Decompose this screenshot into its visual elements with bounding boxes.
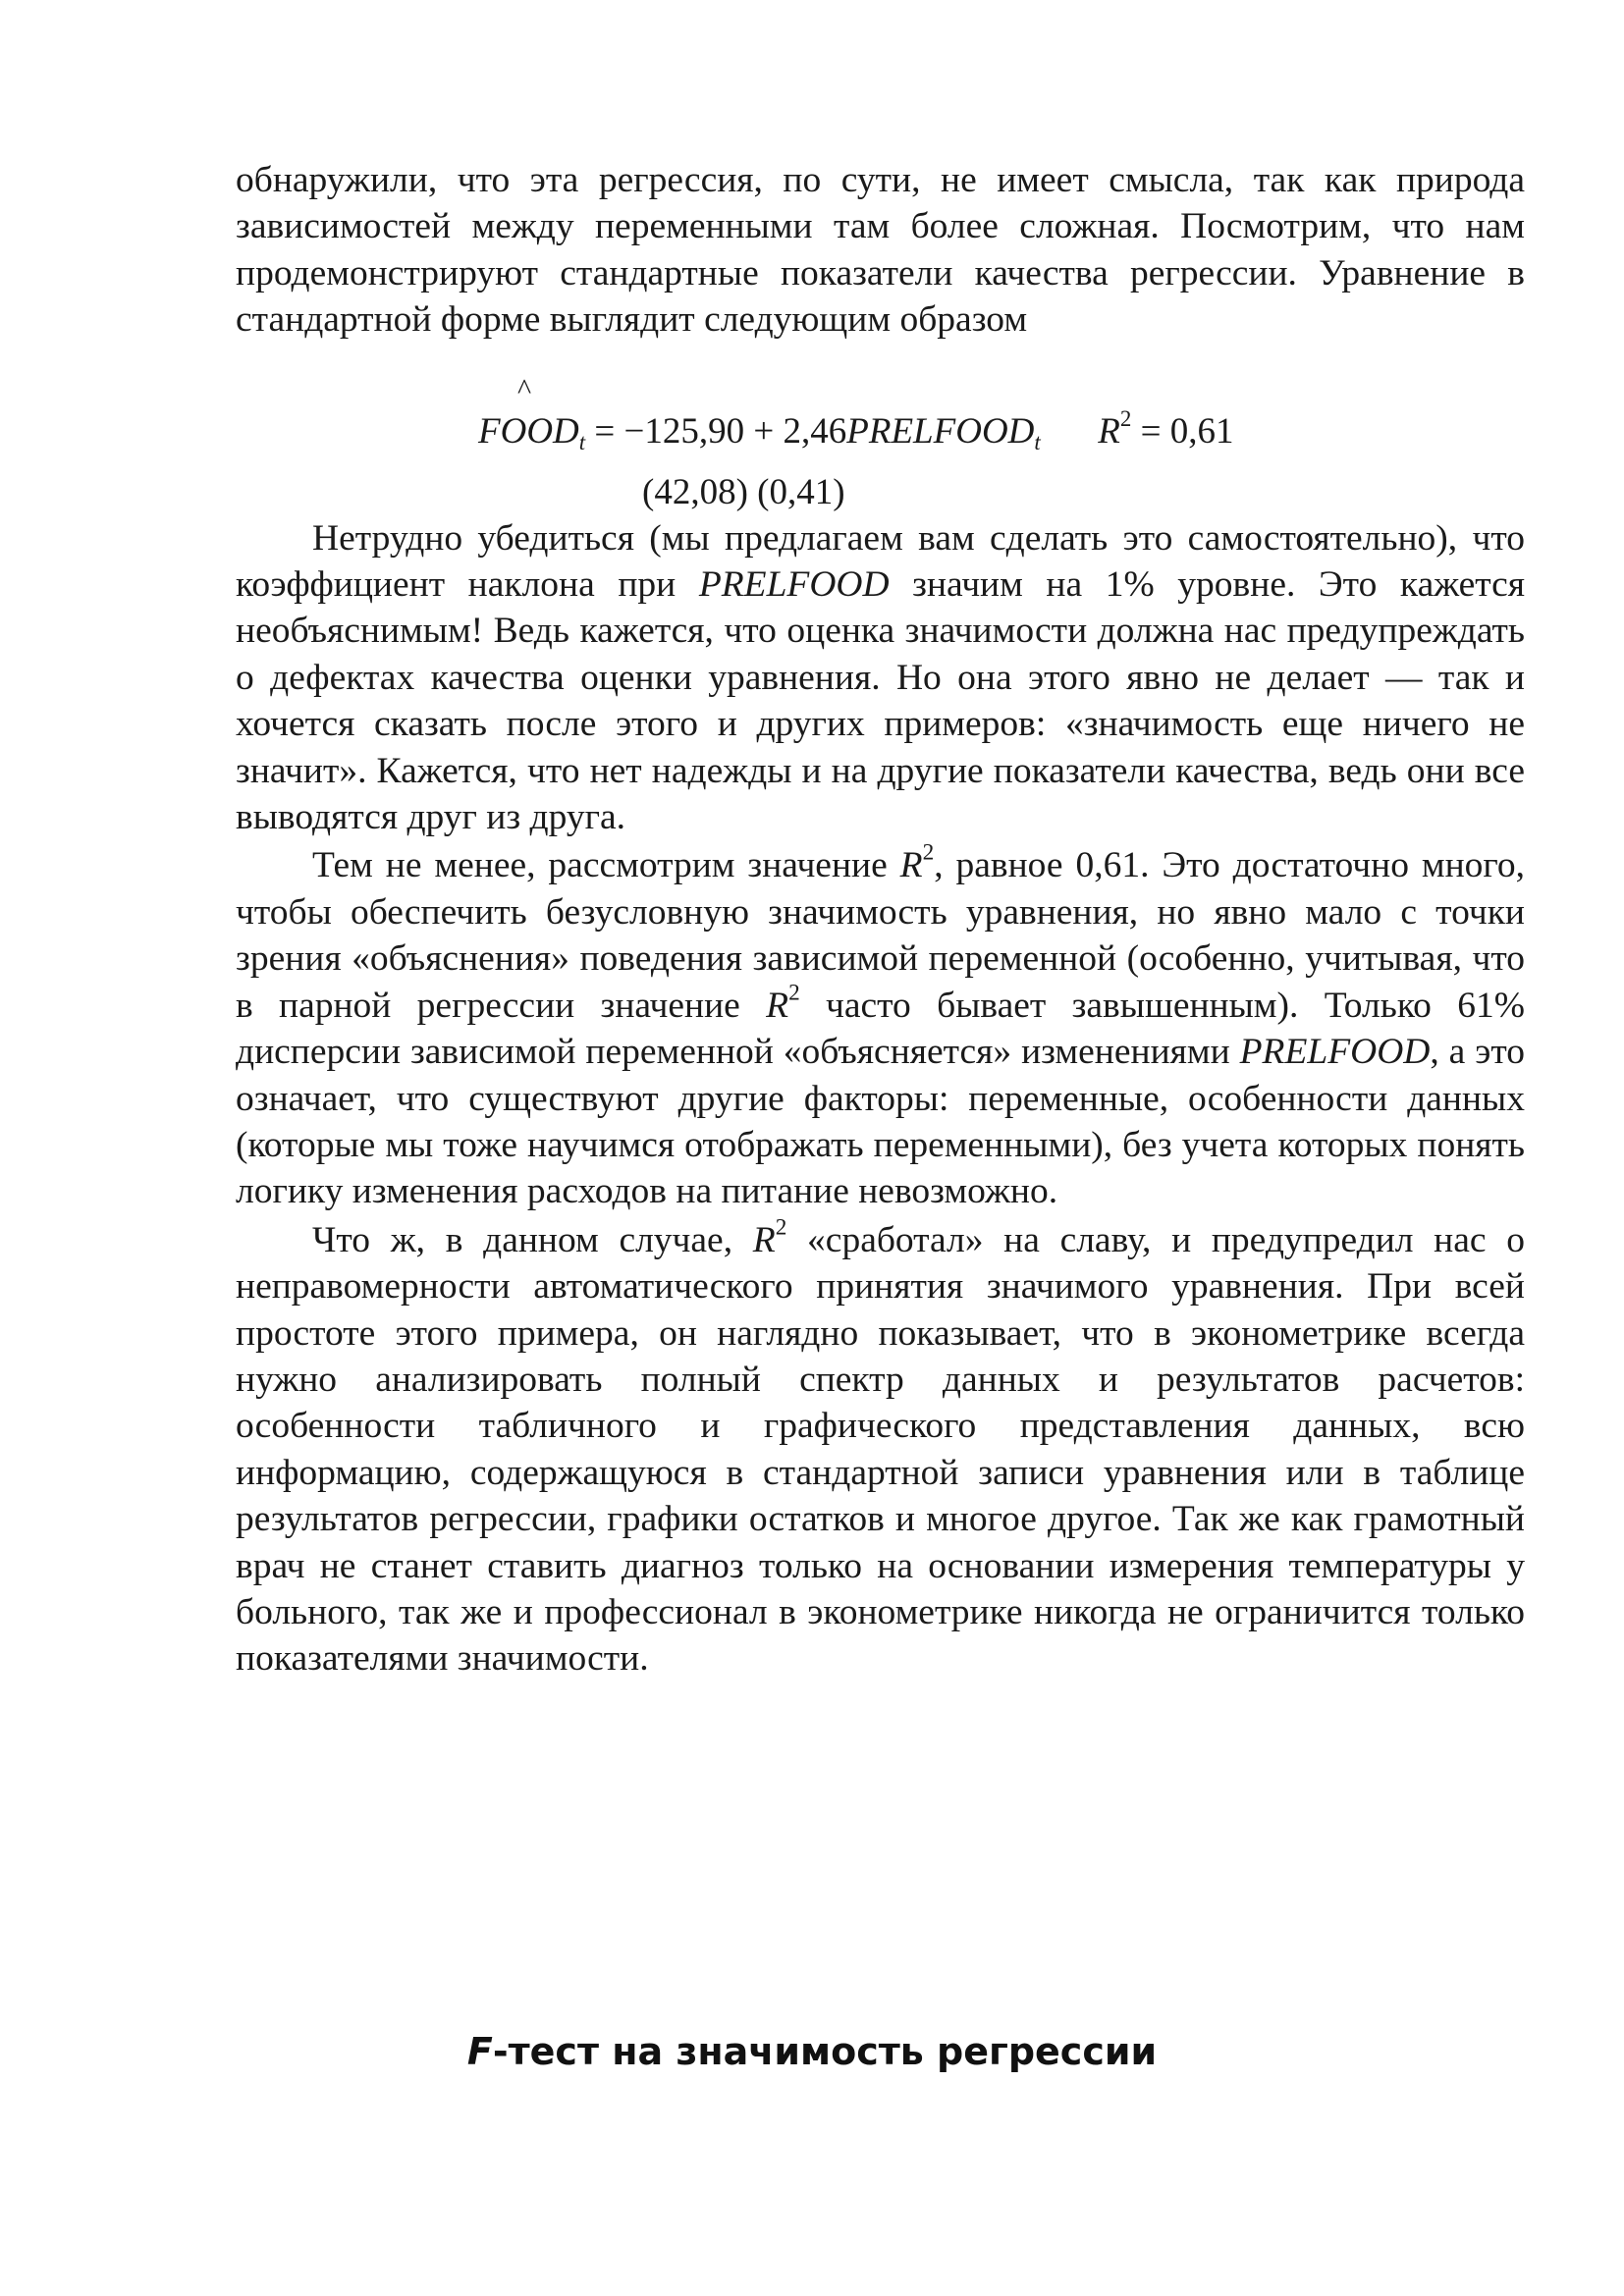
p3-r-symbol: R	[899, 845, 923, 886]
standard-errors: (42,08) (0,41)	[642, 471, 845, 512]
p2-var-prelfood: PRELFOOD	[698, 564, 890, 606]
paragraph-intro: обнаружили, что эта регрессия, по сути, не имеет смысла, так как природа зависимостей между переменными там более сложная. Посмотрим, что нам продемонстрируют стандартные показатели качества регрессии. Уравнение в стандартной форме выглядит следующим образом	[236, 160, 1525, 341]
paragraph-r-squared	[236, 842, 1525, 1214]
p4-part2: «сработал» на славу, и предупредил нас о неправомерности автоматического принятия значимого уравнения. При всей простоте этого примера, он наглядно показывает, что в эконометрике всегда нужно анализировать полный спектр данных и результатов расчетов: особенности табличного и графического представления данных, всю информацию, содержащуюся в стандартной записи уравнения или в таблице результатов регрессии, графики остатков и многое другое. Так же как грамотный врач не станет ставить диагноз только на основании измерения температуры у больного, так же и профессионал в эконометрике никогда не ограничится только показателями значимости.	[236, 1219, 1525, 1680]
p3-var-prelfood: PRELFOOD	[1239, 1032, 1431, 1073]
p3-part4: , а это означает, что существуют другие факторы: переменные, особенности данных (которые мы тоже научимся отображать переменными), без учета которых понять логику изменения расходов на питание невозможно.	[236, 1032, 1525, 1212]
r2-value: = 0,61	[1140, 410, 1234, 452]
r2-label: R	[1098, 410, 1120, 452]
regressor-subscript: t	[1034, 429, 1041, 454]
p3-r-symbol-2: R	[766, 985, 789, 1026]
p4-r-sup: 2	[775, 1214, 787, 1241]
p2-text-after: значим на 1% уровне. Это кажется необъяснимым! Ведь кажется, что оценка значимости должна нас предупреждать о дефектах качества оценки уравнения. Но она этого явно не делает — так и хочется сказать после этого и других примеров: «значимость еще ничего не значит». Кажется, что нет надежды и на другие показатели качества, ведь они все выводятся друг из друга.	[236, 564, 1526, 838]
p3-r-sup: 2	[922, 840, 935, 867]
p4-part1: Что ж, в данном случае,	[312, 1219, 753, 1260]
heading-f-letter: F	[466, 2030, 493, 2073]
equation-line	[478, 372, 1234, 454]
paragraph-conclusion	[236, 1214, 1525, 1682]
lhs-variable: FOOD	[478, 410, 579, 452]
p3-part2: , равное 0,61. Это достаточно много, чтобы обеспечить безусловную значимость уравнения, но явно мало с точки зрения «объяснения» поведения зависимой переменной (особенно, учитывая, что в парной регрессии значение	[236, 845, 1525, 1026]
equation-rhs: = −125,90 + 2,46	[594, 410, 847, 452]
hat-symbol: ^	[517, 372, 532, 405]
paragraph-significance	[236, 515, 1525, 841]
p2-text-before: Нетрудно убедиться (мы предлагаем вам сделать это самостоятельно), что коэффициент наклона при	[236, 517, 1525, 606]
lhs-with-hat	[478, 372, 579, 453]
heading-rest: -тест на значимость регрессии	[492, 2030, 1158, 2073]
p3-part1: Тем не менее, рассмотрим значение	[312, 845, 900, 886]
regression-equation	[236, 344, 1525, 515]
p3-r-sup-2: 2	[788, 980, 800, 1006]
section-heading	[0, 2030, 1624, 2073]
r2-superscript: 2	[1119, 405, 1132, 431]
regressor-variable: PRELFOOD	[846, 410, 1035, 452]
page-body	[236, 157, 1525, 1682]
p3-part3: часто бывает завышенным). Только 61% дисперсии зависимой переменной «объясняется» изменениями	[236, 985, 1525, 1073]
lhs-subscript: t	[578, 429, 586, 454]
p4-r-symbol: R	[752, 1219, 776, 1260]
